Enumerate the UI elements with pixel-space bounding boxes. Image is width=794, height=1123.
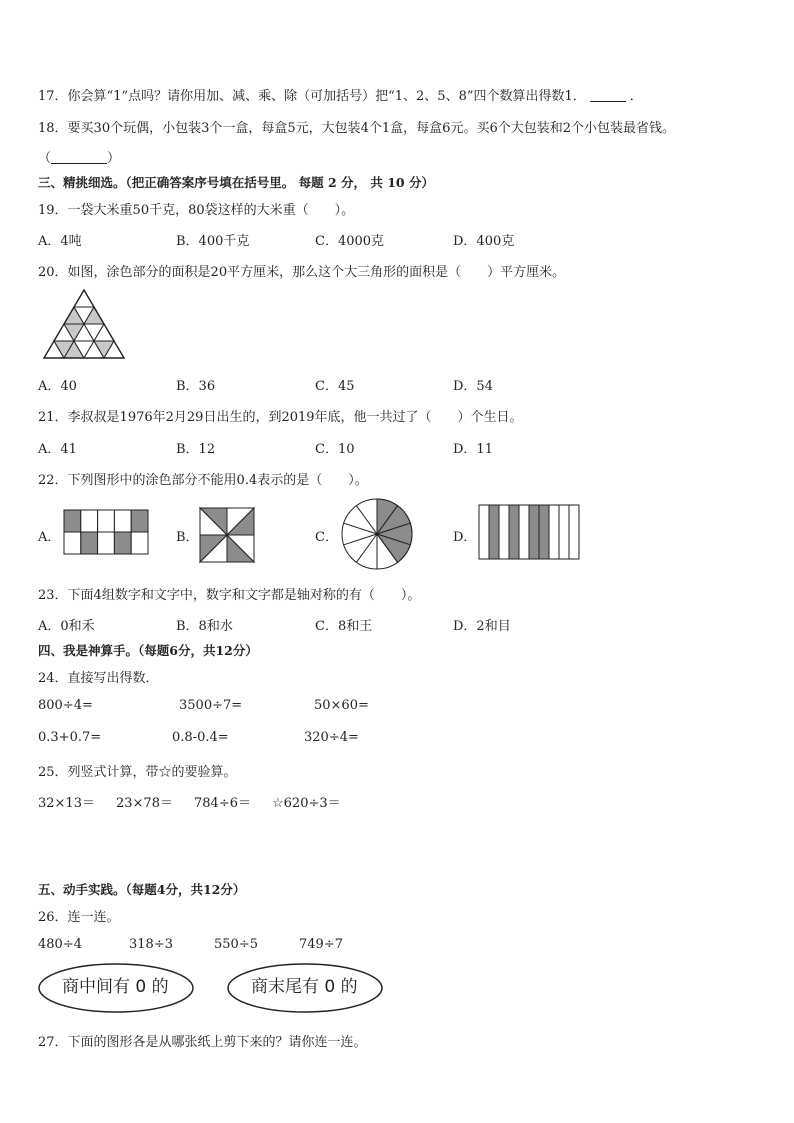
- option-b[interactable]: B．36: [176, 379, 216, 394]
- answer-blank[interactable]: [590, 89, 626, 102]
- section-5-title: 五、动手实践。（每题4分，共12分）: [38, 882, 246, 897]
- calc-item: ☆620÷3＝: [272, 796, 341, 811]
- option-a[interactable]: A．4吨: [38, 234, 82, 249]
- question-20-text: 20．如图，涂色部分的面积是20平方厘米，那么这个大三角形的面积是（ ）平方厘米。: [38, 265, 566, 280]
- option-c[interactable]: C．45: [315, 379, 355, 394]
- division-item[interactable]: 749÷7: [299, 937, 343, 952]
- question-27-text: 27．下面的图形各是从哪张纸上剪下来的？请你连一连。: [38, 1035, 367, 1050]
- question-23-text: 23．下面4组数字和文字中，数字和文字都是轴对称的有（ ）。: [38, 588, 421, 603]
- option-a[interactable]: A．40: [38, 379, 77, 394]
- calc-item: 32×13＝: [38, 796, 95, 811]
- question-17: [38, 85, 643, 104]
- option-d[interactable]: D．400克: [453, 234, 515, 249]
- oval-end-zero-label: 商末尾有 0 的: [251, 977, 358, 997]
- circle-figure-c[interactable]: [341, 498, 413, 570]
- paren-close: ）: [107, 151, 121, 166]
- division-item[interactable]: 550÷5: [214, 937, 258, 952]
- question-22-text: 22．下列图形中的涂色部分不能用0.4表示的是（ ）。: [38, 473, 368, 488]
- option-c[interactable]: C．4000克: [315, 234, 385, 249]
- paren-open: （: [38, 151, 52, 166]
- question-26-text: 26．连一连。: [38, 910, 120, 925]
- calc-item: 3500÷7=: [179, 698, 243, 713]
- calc-item: 320÷4=: [304, 730, 359, 745]
- option-d[interactable]: D．2和目: [453, 619, 511, 634]
- question-24-text: 24．直接写出得数．: [38, 671, 159, 686]
- question-18-answer: [38, 147, 120, 166]
- option-a[interactable]: A．41: [38, 442, 77, 457]
- question-18-text: 18．要买30个玩偶，小包装3个一盒，每盒5元，大包装4个1盒，每盒6元。买6个大包装和2个小包装最省钱。: [38, 121, 675, 136]
- calc-item: 800÷4=: [38, 698, 93, 713]
- question-17-end: ．: [629, 89, 643, 104]
- calc-item: 0.8-0.4=: [172, 730, 229, 745]
- option-d[interactable]: D．11: [453, 442, 493, 457]
- section-3-title: 三、精挑细选。（把正确答案序号填在括号里。 每题 2 分， 共 10 分）: [38, 175, 434, 190]
- calc-item: 23×78＝: [116, 796, 173, 811]
- question-19-text: 19．一袋大米重50千克，80袋这样的大米重（ ）。: [38, 203, 355, 218]
- option-b[interactable]: B．8和水: [176, 619, 233, 634]
- option-b[interactable]: B．400千克: [176, 234, 250, 249]
- division-item[interactable]: 480÷4: [38, 937, 82, 952]
- option-c[interactable]: C．8和王: [315, 619, 373, 634]
- question-21-text: 21．李叔叔是1976年2月29日出生的，到2019年底，他一共过了（ ）个生日。: [38, 410, 523, 425]
- section-4-title: 四、我是神算手。（每题6分，共12分）: [38, 643, 258, 658]
- option-d-label[interactable]: D．: [453, 530, 477, 545]
- calc-item: 784÷6＝: [194, 796, 251, 811]
- answer-blank[interactable]: [51, 151, 107, 164]
- calc-item: 50×60=: [314, 698, 369, 713]
- option-c-label[interactable]: C．: [315, 530, 338, 545]
- option-a[interactable]: A．0和禾: [38, 619, 95, 634]
- square-figure-b[interactable]: [200, 508, 254, 562]
- option-a-label[interactable]: A．: [38, 530, 61, 545]
- option-c[interactable]: C．10: [315, 442, 355, 457]
- oval-middle-zero-label: 商中间有 0 的: [62, 977, 169, 997]
- question-17-text: 17．你会算“1”点吗？请你用加、减、乘、除（可加括号）把“1、2、5、8”四个数算出得数1．: [38, 89, 586, 104]
- bar-figure-d[interactable]: [479, 505, 579, 559]
- question-18: [38, 117, 675, 136]
- option-b[interactable]: B．12: [176, 442, 216, 457]
- option-d[interactable]: D．54: [453, 379, 493, 394]
- grid-figure-a[interactable]: [64, 510, 148, 554]
- question-25-text: 25．列竖式计算，带☆的要验算。: [38, 765, 237, 780]
- calc-item: 0.3+0.7=: [38, 730, 102, 745]
- division-item[interactable]: 318÷3: [129, 937, 173, 952]
- triangle-figure: [44, 290, 124, 358]
- option-b-label[interactable]: B．: [176, 530, 199, 545]
